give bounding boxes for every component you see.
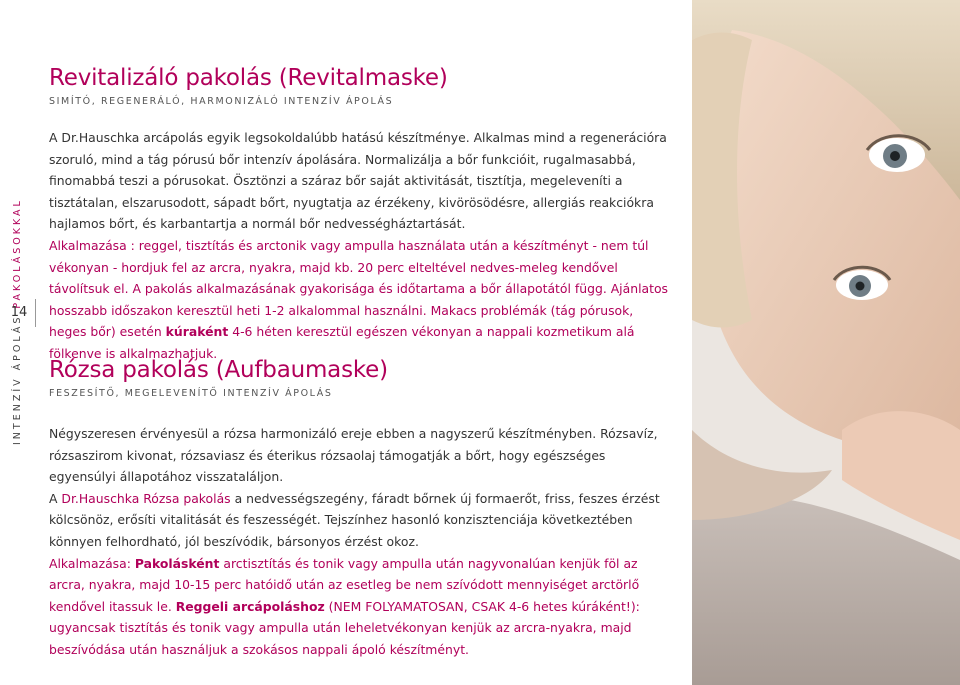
paragraph [49, 488, 669, 553]
paragraph: Négyszeresen érvényesül a rózsa harmonizáló ereje ebben a nagyszerű készítményben. Rózsavíz, rózsaszirom kivonat, rózsaviasz és éterikus rózsaolaj támogatják a bőrt, hogy egészséges egyensúlyi állapotához visszataláljon. [49, 426, 658, 485]
portrait-illustration [692, 0, 960, 685]
section-title: Revitalizáló pakolás (Revitalmaske) [49, 65, 448, 91]
section-label-accent: PAKOLÁSOKKAL [12, 198, 23, 309]
usage-label: Alkalmazása: [49, 555, 135, 571]
sidebar [0, 0, 40, 685]
section-subtitle: FESZESÍTŐ, MEGELEVENÍTŐ INTENZÍV ÁPOLÁS [49, 388, 333, 399]
section-rozsa [49, 356, 669, 661]
usage-text-end: 4-6 héten keresztül egészen vékonyan a nappali kozmetikum alá fölkenve is alkalmazhatjuk. [49, 324, 635, 361]
paragraph: A Dr.Hauschka arcápolás egyik legsokoldalúbb hatású készítménye. Alkalmas mind a regenerációra szoruló, mind a tág pórusú bőr intenzív ápolására. Normalizálja a bőr funkcióit, rugalmasabbá, finomabbá teszi a pórusokat. Ösztönzi a száraz bőr saját aktivitását, tisztítja, megeleveníti a tisztátalan, elszarusodott, sápadt bőrt, nyugtatja az érzékeny, kivörösödésre, allergiás reakciókra hajlamos bőrt, és karbantartja a normál bőr nedvességháztartását. [49, 130, 667, 232]
usage-emphasis: kúraként [165, 324, 229, 340]
section-subtitle: SIMÍTÓ, REGENERÁLÓ, HARMONIZÁLÓ INTENZÍV ÁPOLÁS [49, 96, 394, 107]
product-name: Dr.Hauschka Rózsa pakolás [61, 490, 231, 506]
section-label-normal: INTENZÍV ÁPOLÁS [12, 314, 23, 445]
usage-text: arctisztítás és tonik vagy ampulla után nagyvonalúan kenjük föl az arcra, nyakra, majd 10-15 perc hatóidő után az esetleg be nem szívódott mennyiséget arctörlő kendővel itassuk le. [49, 555, 640, 614]
text: A [49, 490, 62, 506]
usage-text-end: (NEM FOLYAMATOSAN, CSAK 4-6 hetes kúráként!): ugyancsak tisztítás és tonik vagy ampulla után leheletvékonyan kenjük az arcra-nyakra, majd beszívódása után használjuk a szokásos nappali ápoló készítményt. [49, 598, 640, 657]
section-body [49, 423, 669, 661]
usage-text: Alkalmazása : reggel, tisztítás és arctonik vagy ampulla használata után a készítményt - nem túl vékonyan - hordjuk fel az arcra, nyakra, majd kb. 20 perc elteltével nedves-meleg kendővel távolítsuk el. A pakolás alkalmazásának gyakorisága és időtartama a bőr állapotától függ. Ajánlatos hosszabb időszakon keresztül heti 1-2 alkalommal használni. Makacs problémák (tág pórusok, heges bőr) esetén [49, 237, 668, 340]
section-body [49, 127, 669, 365]
usage-emphasis: Pakolásként [134, 555, 220, 571]
usage-paragraph [49, 235, 669, 365]
section-title: Rózsa pakolás (Aufbaumaske) [49, 357, 388, 383]
usage-paragraph [49, 553, 669, 661]
portrait-photo [692, 0, 960, 685]
text: a nedvességszegény, fáradt bőrnek új formaerőt, friss, feszes érzést kölcsönöz, erősíti vitalitását és feszességét. Tejszínhez hasonló konzisztenciája következtében könnyen felhordható, jól beszívódik, bársonyos érzést okoz. [49, 490, 660, 549]
section-label [12, 198, 23, 445]
usage-emphasis-2: Reggeli arcápoláshoz [175, 598, 325, 614]
section-revitalizalo [49, 64, 669, 365]
page-number: 14 [6, 305, 32, 320]
